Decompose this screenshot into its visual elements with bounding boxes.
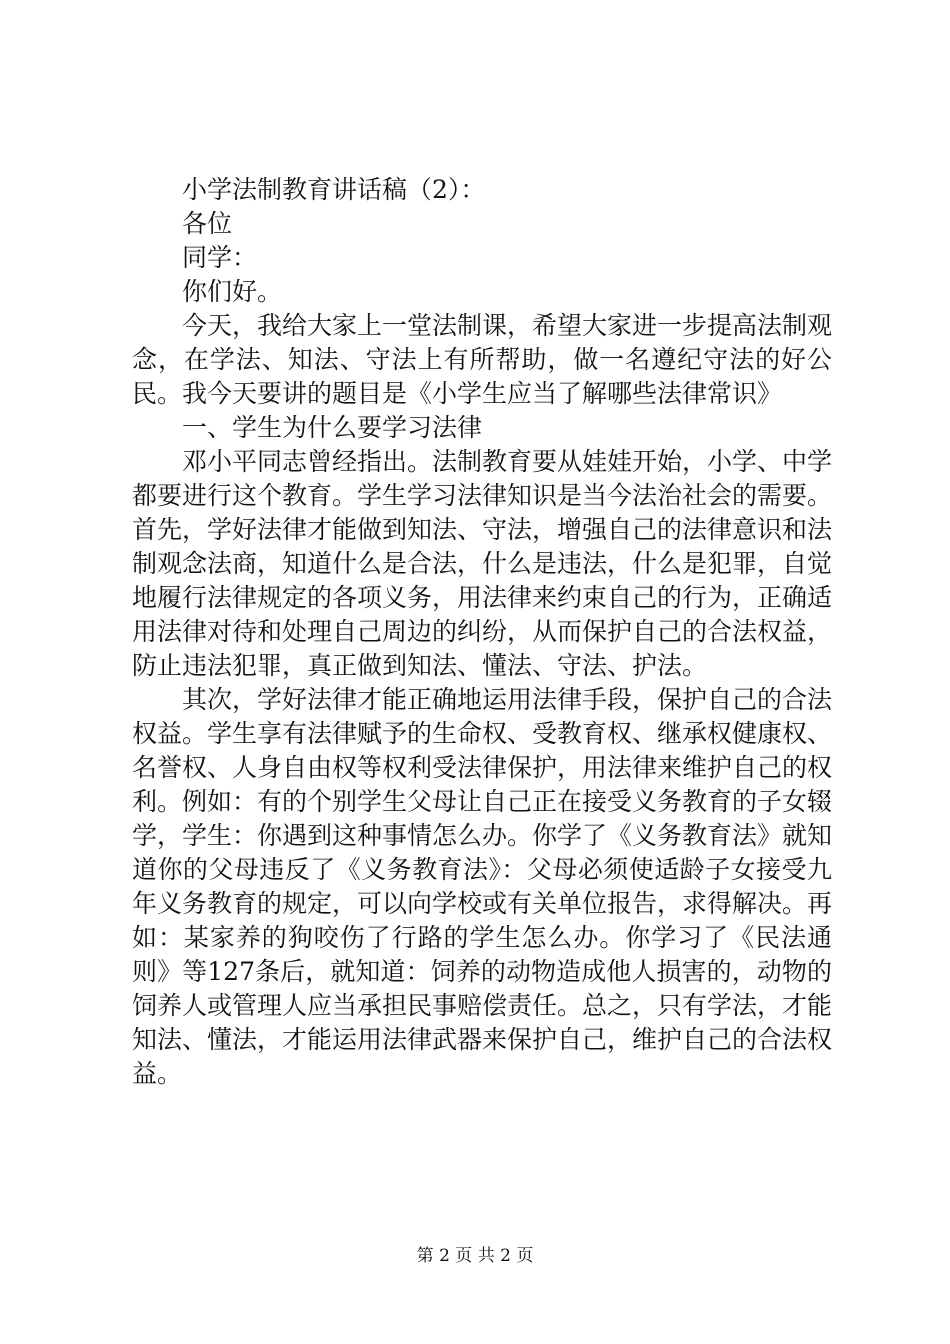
- greeting: 你们好。: [182, 277, 283, 306]
- speech-title: 小学法制教育讲话稿（2）：: [182, 175, 486, 204]
- document-body: [132, 173, 832, 1091]
- body-paragraph-2: 其次，学好法律才能正确地运用法律手段，保护自己的合法权益。学生享有法律赋予的生命权、受教育权、继承权健康权、名誉权、人身自由权等权利受法律保护，用法律来维护自己的权利。例如：有的个别学生父母让自己正在接受义务教育的子女辍学，学生：你遇到这种事情怎么办。你学了《义务教育法》就知道你的父母违反了《义务教育法》：父母必须使适龄子女接受九年义务教育的规定，可以向学校或有关单位报告，求得解决。再如：某家养的狗咬伤了行路的学生怎么办。你学习了《民法通则》等127条后，就知道：饲养的动物造成他人损害的，动物的饲养人或管理人应当承担民事赔偿责任。总之，只有学法，才能知法、懂法，才能运用法律武器来保护自己，维护自己的合法权益。: [132, 685, 833, 1088]
- salutation-line-2: 同学：: [182, 243, 258, 272]
- section-heading-1: 一、学生为什么要学习法律: [182, 413, 483, 442]
- page-footer: 第 2 页 共 2 页: [416, 1246, 534, 1266]
- salutation-line-1: 各位: [182, 209, 233, 238]
- intro-paragraph: 今天，我给大家上一堂法制课，希望大家进一步提高法制观念，在学法、知法、守法上有所帮助，做一名遵纪守法的好公民。我今天要讲的题目是《小学生应当了解哪些法律常识》: [132, 311, 833, 408]
- body-paragraph-1: 邓小平同志曾经指出。法制教育要从娃娃开始，小学、中学都要进行这个教育。学生学习法律知识是当今法治社会的需要。首先，学好法律才能做到知法、守法，增强自己的法律意识和法制观念法商，知道什么是合法，什么是违法，什么是犯罪，自觉地履行法律规定的各项义务，用法律来约束自己的行为，正确适用法律对待和处理自己周边的纠纷，从而保护自己的合法权益，防止违法犯罪，真正做到知法、懂法、守法、护法。: [132, 447, 833, 680]
